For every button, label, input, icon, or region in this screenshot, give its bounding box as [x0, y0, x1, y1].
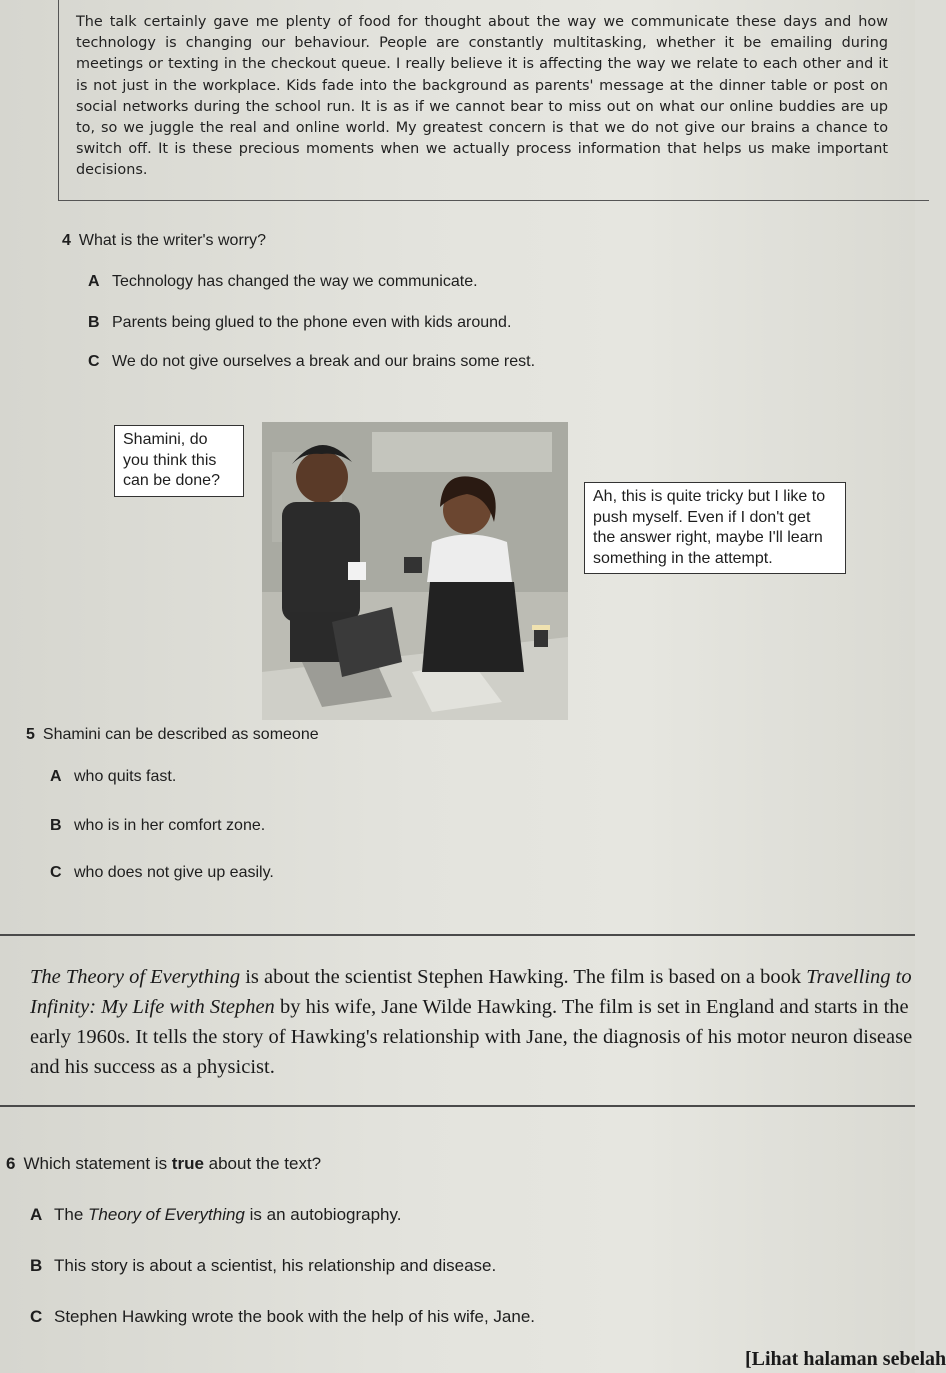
passage-2-part-2: by his wife, Jane Wilde Hawking. The film is set in England and starts in the early 1960s. It tells the story of Hawking's relationship with Jane, the diagnosis of his motor neuron disease and his success as a physicist.: [30, 996, 913, 1078]
speech-bubble-man: Shamini, do you think this can be done?: [114, 425, 244, 497]
passage-2-bottom-rule: [0, 1105, 915, 1107]
option-letter: B: [88, 314, 100, 331]
option-letter: B: [50, 817, 62, 834]
question-4-number: 4: [62, 232, 71, 249]
passage-2-part-1: is about the scientist Stephen Hawking. The film is based on a book: [240, 966, 807, 988]
option-text-post: is an autobiography.: [244, 1205, 402, 1224]
question-6-text-post: about the text?: [203, 1154, 322, 1173]
illustration-two-people: [262, 422, 568, 720]
option-letter: A: [50, 768, 62, 785]
question-4-text: What is the writer's worry?: [78, 232, 266, 249]
question-6-text-pre: Which statement is: [23, 1154, 172, 1173]
passage-1-text: The talk certainly gave me plenty of food for thought about the way we communicate these days and how technology is changing our behaviour. People are constantly multitasking, whether it be emailing during meetings or texting in the checkout queue. I really believe it is affecting the way we relate to each other and it is not just in the workplace. Kids fade into the background as parents' message at the dinner table or post on social networks during the school run. It is as if we cannot bear to miss out on what our online buddies are up to, so we juggle the real and online world. My greatest concern is that we do not give our brains a chance to switch off. It is these precious moments when we actually process information that helps us make important decisions.: [76, 14, 888, 179]
q4-option-c[interactable]: [88, 353, 535, 371]
speech-bubble-woman: Ah, this is quite tricky but I like to push myself. Even if I don't get the answer right, maybe I'll learn something in the attempt.: [584, 482, 846, 574]
option-letter: C: [30, 1307, 43, 1326]
question-6: [6, 1154, 321, 1174]
q5-option-a[interactable]: [50, 768, 176, 786]
option-letter: B: [30, 1256, 43, 1275]
option-text: This story is about a scientist, his relationship and disease.: [54, 1256, 497, 1275]
q4-option-b[interactable]: [88, 314, 511, 332]
q6-option-a[interactable]: [30, 1205, 401, 1225]
q5-option-c[interactable]: [50, 864, 274, 882]
option-letter: C: [88, 353, 100, 370]
book-title: Travelling to Infinity: My Life with Stephen: [30, 966, 912, 1018]
option-text: who quits fast.: [74, 768, 177, 785]
option-text: We do not give ourselves a break and our brains some rest.: [112, 353, 536, 370]
option-text: Stephen Hawking wrote the book with the help of his wife, Jane.: [54, 1307, 536, 1326]
question-5-text: Shamini can be described as someone: [42, 726, 319, 743]
question-6-text-bold: true: [171, 1154, 204, 1173]
q5-option-b[interactable]: [50, 817, 265, 835]
option-text-pre: The: [54, 1205, 89, 1224]
q6-option-b[interactable]: [30, 1256, 496, 1276]
option-text-italic: Theory of Everything: [88, 1205, 245, 1224]
q4-option-a[interactable]: [88, 273, 478, 291]
question-5: [26, 726, 319, 744]
page-footer-note: [Lihat halaman sebelah: [745, 1348, 946, 1370]
option-text: who is in her comfort zone.: [74, 817, 266, 834]
question-4: [62, 232, 266, 250]
question-6-number: 6: [6, 1154, 16, 1173]
option-text: Technology has changed the way we communicate.: [112, 273, 478, 290]
option-text: Parents being glued to the phone even with kids around.: [112, 314, 512, 331]
option-letter: A: [88, 273, 100, 290]
q6-option-c[interactable]: [30, 1307, 535, 1327]
option-letter: C: [50, 864, 62, 881]
passage-2-text: [30, 962, 930, 1082]
film-title: The Theory of Everything: [30, 966, 241, 988]
question-5-number: 5: [26, 726, 35, 743]
passage-2-top-rule: [0, 934, 915, 936]
option-text: who does not give up easily.: [74, 864, 274, 881]
option-letter: A: [30, 1205, 43, 1224]
